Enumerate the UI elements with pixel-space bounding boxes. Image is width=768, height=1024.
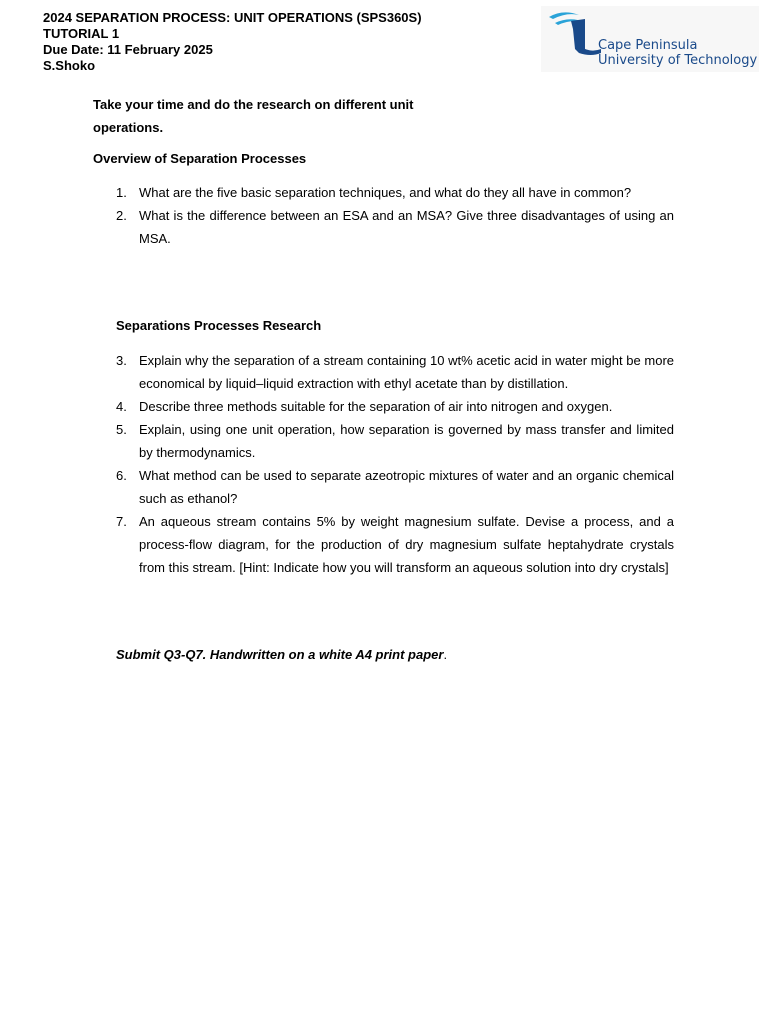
question-number: 4. — [116, 399, 127, 414]
section-title-research: Separations Processes Research — [116, 318, 322, 333]
list-item — [116, 349, 674, 395]
submission-text: Submit Q3-Q7. Handwritten on a white A4 print paper — [116, 647, 444, 662]
logo-wordmark — [598, 38, 757, 68]
list-item — [116, 181, 674, 204]
question-number: 3. — [116, 353, 127, 368]
list-item — [116, 510, 674, 579]
list-item — [116, 418, 674, 464]
logo-emblem-icon — [545, 9, 605, 59]
question-text: What are the five basic separation techniques, and what do they all have in common? — [139, 185, 632, 200]
intro-text: Take your time and do the research on different unit operations. — [93, 97, 414, 135]
question-text: What method can be used to separate azeotropic mixtures of water and an organic chemical such as ethanol? — [139, 468, 674, 506]
question-list-research — [116, 349, 674, 579]
submission-instructions — [116, 647, 447, 663]
question-text: Explain why the separation of a stream containing 10 wt% acetic acid in water might be more economical by liquid–liquid extraction with ethyl acetate than by distillation. — [139, 353, 674, 391]
list-item — [116, 204, 674, 250]
question-text: An aqueous stream contains 5% by weight magnesium sulfate. Devise a process, and a process-flow diagram, for the production of dry magnesium sulfate heptahydrate crystals from this stream. [Hint: Indicate how you will transform an aqueous solution into dry crystals] — [139, 514, 674, 575]
question-number: 1. — [116, 185, 127, 200]
question-number: 2. — [116, 208, 127, 223]
question-list-overview — [116, 181, 674, 250]
question-text: Explain, using one unit operation, how separation is governed by mass transfer and limited by thermodynamics. — [139, 422, 674, 460]
tutorial-number: TUTORIAL 1 — [43, 26, 120, 41]
university-logo — [541, 6, 759, 72]
list-item — [116, 395, 674, 418]
question-number: 6. — [116, 468, 127, 483]
due-date: Due Date: 11 February 2025 — [43, 42, 213, 57]
question-number: 5. — [116, 422, 127, 437]
question-number: 7. — [116, 514, 127, 529]
course-title: 2024 SEPARATION PROCESS: UNIT OPERATIONS (SPS360S) — [43, 10, 422, 25]
question-text: Describe three methods suitable for the separation of air into nitrogen and oxygen. — [139, 399, 613, 414]
logo-line-1: Cape Peninsula — [598, 38, 698, 53]
document-header — [43, 10, 422, 74]
list-item — [116, 464, 674, 510]
section-title-overview: Overview of Separation Processes — [93, 151, 307, 166]
lecturer-name: S.Shoko — [43, 58, 96, 73]
logo-line-2: University of Technology — [598, 53, 758, 68]
question-text: What is the difference between an ESA and an MSA? Give three disadvantages of using an MSA. — [139, 208, 674, 246]
submission-period: . — [443, 647, 448, 662]
